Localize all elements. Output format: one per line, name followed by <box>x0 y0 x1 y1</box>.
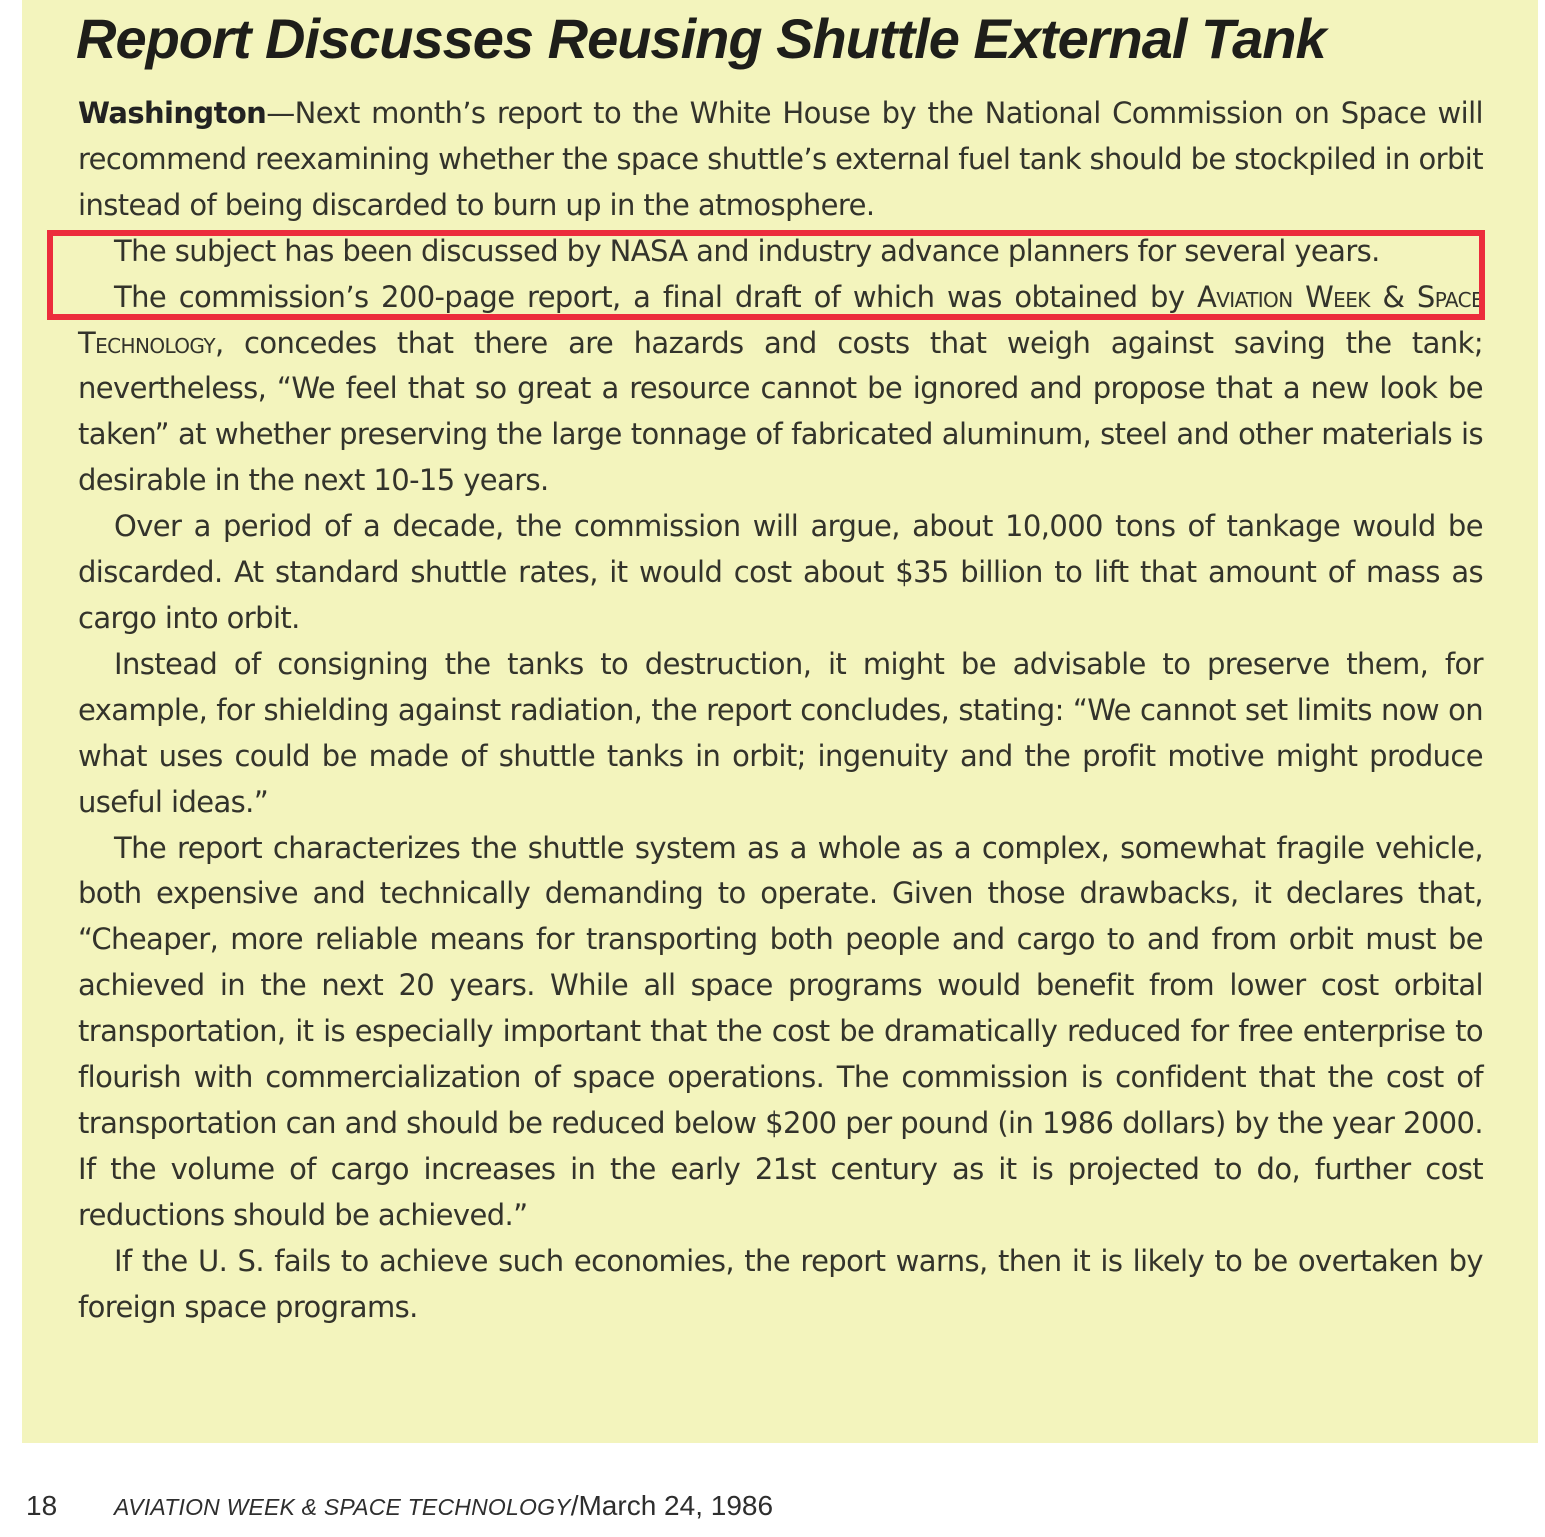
paragraph-4: Over a period of a decade, the commission will argue, about 10,000 tons of tankage would be discarded. At standard shuttle rates, it would cost about $35 billion to lift that amount of mass as cargo into orbit. <box>78 509 1483 635</box>
highlight-box <box>47 230 1485 320</box>
paragraph-7: If the U. S. fails to achieve such economies, the report warns, then it is likely to be overtaken by foreign space programs. <box>78 1243 1483 1324</box>
paragraph-1-text: —Next month’s report to the White House by the National Commission on Space will recommend reexamining whether the space shuttle’s external fuel tank should be stockpiled in orbit instead of being discarded to burn up in the atmosphere. <box>78 96 1483 222</box>
publication-name: Aviation Week & Space Technology <box>78 279 1484 360</box>
footer-date: /March 24, 1986 <box>570 1490 774 1521</box>
paragraph-5: Instead of consigning the tanks to destruction, it might be advisable to preserve them, for example, for shielding against radiation, the report concludes, stating: “We cannot set limits now on what uses could be made of shuttle tanks in orbit; ingenuity and the profit motive might produce useful ideas.” <box>78 646 1483 819</box>
footer-publication: AVIATION WEEK & SPACE TECHNOLOGY <box>114 1494 571 1520</box>
paragraph-3-comma: , <box>214 325 245 360</box>
page-footer <box>26 1488 773 1525</box>
paragraph-2-highlighted: The subject has been discussed by NASA and industry advance planners for several years. <box>114 233 1380 268</box>
paragraph-3-lead: The commission’s 200-page report, a final draft of which was obtained by <box>114 279 1197 314</box>
paragraph-6: The report characterizes the shuttle system as a whole as a complex, somewhat fragile vehicle, both expensive and technically demanding to operate. Given those drawbacks, it declares that, “Cheaper, more reliable means for transporting both people and cargo to and from orbit must be achieved in the next 20 years. While all space programs would benefit from lower cost orbital transportation, it is especially important that the cost be dramatically reduced for free enterprise to flourish with commercialization of space operations. The commission is confident that the cost of transportation can and should be reduced below $200 per pound (in 1986 dollars) by the year 2000. If the volume of cargo increases in the early 21st century as it is projected to do, further cost reductions should be achieved.” <box>78 830 1483 1232</box>
article-headline: Report Discusses Reusing Shuttle External Tank <box>76 7 1326 70</box>
dateline: Washington <box>78 96 267 130</box>
paragraph-1 <box>78 91 1483 229</box>
page-number: 18 <box>26 1490 58 1521</box>
paragraph-3-text: concedes that there are hazards and costs that weigh against saving the tank; nevertheless, “We feel that so great a resource cannot be ignored and propose that a new look be taken” at whether preserving the large tonnage of fabricated aluminum, steel and other materials is desirable in the next 10-15 years. <box>78 325 1483 498</box>
